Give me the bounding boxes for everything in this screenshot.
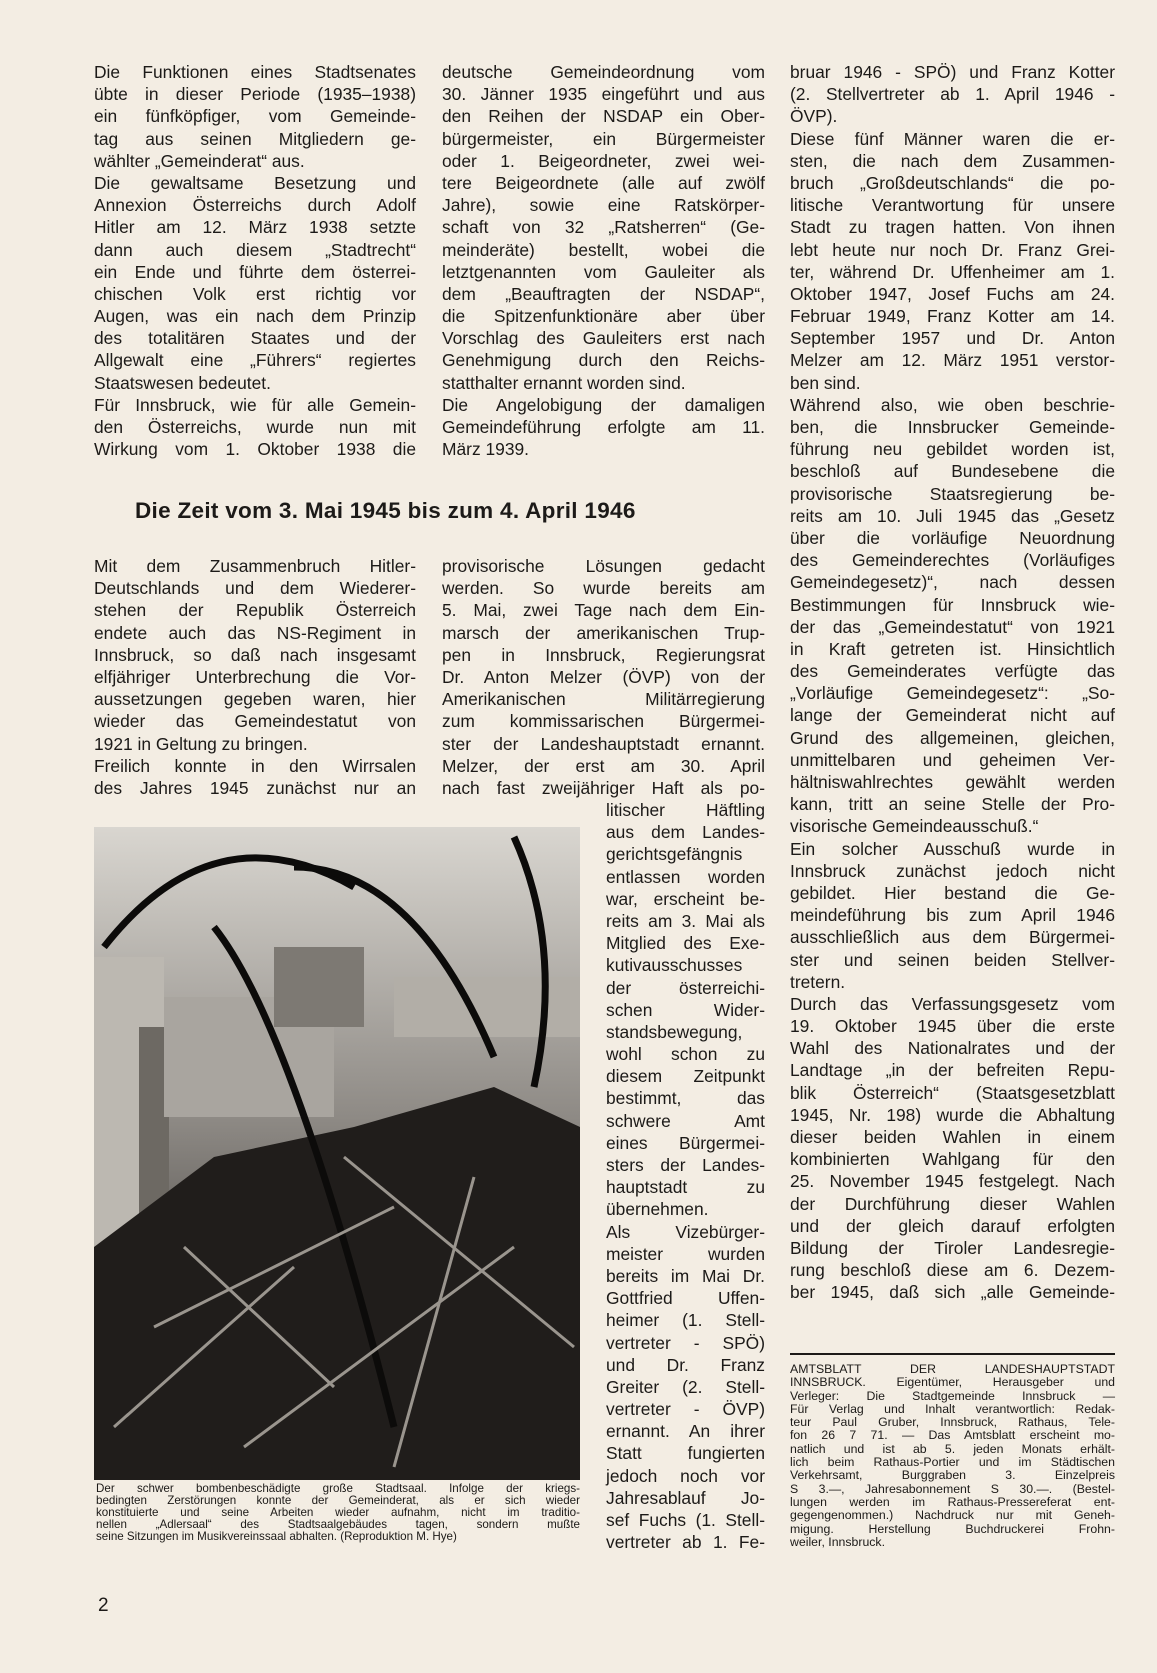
text-line: ein Ende und führte dem österrei- — [94, 261, 416, 282]
text-line: Als Vizebürger- — [606, 1221, 765, 1242]
text-line: lungen werden im Rathaus-Pressereferat ent- — [790, 1494, 1115, 1509]
text-line: Staatswesen bedeutet. — [94, 372, 271, 393]
column-1-top-text — [94, 61, 416, 460]
text-line: 1945, Nr. 198) wurde die Abhaltung — [790, 1104, 1115, 1125]
text-line: aus dem Landes- — [606, 822, 765, 843]
text-line: bereits im Mai Dr. — [606, 1265, 765, 1286]
text-line: hauptstadt zu — [606, 1177, 765, 1198]
text-line: meindeführung bis zum April 1946 — [790, 905, 1115, 926]
text-line: ein fünfköpfiger, vom Gemeinde- — [94, 106, 416, 127]
text-line: weiler, Innsbruck. — [790, 1534, 886, 1549]
text-line: kutivausschusses — [606, 955, 743, 976]
text-line: die Spitzenfunktionäre aber über — [442, 306, 765, 327]
text-line: nellen „Adlersaal“ des Stadtsaalgebäudes tagen, sondern mußte — [96, 1518, 580, 1532]
text-line: lich beim Rathaus-Portier und im Städtischen — [790, 1455, 1115, 1470]
text-line: Greiter (2. Stell- — [606, 1376, 765, 1397]
text-line: Melzer, der erst am 30. April — [442, 755, 765, 776]
text-line: gerichtsgefängnis — [606, 844, 743, 865]
text-line: der Durchführung dieser Wahlen — [790, 1193, 1115, 1214]
text-line: unmittelbaren und geheimen Ver- — [790, 749, 1115, 770]
text-line: und der gleich darauf erfolgten — [790, 1215, 1115, 1236]
text-line: litische Verantwortung für unsere — [790, 195, 1115, 216]
text-line: wählter „Gemeinderat“ aus. — [94, 150, 305, 171]
text-line: Dr. Anton Melzer (ÖVP) von der — [442, 666, 765, 687]
text-line: Genehmigung durch den Reichs- — [442, 350, 765, 371]
paragraph — [96, 1483, 580, 1543]
text-line: 1921 in Geltung zu bringen. — [94, 733, 308, 754]
text-line: ben, die Innsbrucker Gemeinde- — [790, 417, 1115, 437]
text-line: 25. November 1945 festgelegt. Nach — [790, 1171, 1115, 1192]
photo-illustration — [94, 827, 580, 1480]
text-line: visorische Gemeindeausschuß.“ — [790, 816, 1039, 837]
text-line: rung beschloß diese am 6. Dezem- — [790, 1260, 1115, 1281]
text-line: ben sind. — [790, 372, 861, 393]
text-line: Hitler am 12. März 1938 setzte — [94, 217, 416, 238]
text-line: Vorschlag des Gauleiters erst nach — [442, 328, 765, 349]
text-line: Gottfried Uffen- — [606, 1288, 765, 1309]
paragraph — [442, 555, 765, 799]
text-line: beschloß auf Bundesebene die — [790, 461, 1115, 482]
text-line: Diese fünf Männer waren die er- — [790, 128, 1115, 149]
text-line: bestimmt, das — [606, 1088, 765, 1109]
text-line: kann, tritt an seine Stelle der Pro- — [790, 794, 1115, 815]
text-line: Der schwer bombenbeschädigte große Stadtsaal. Infolge der kriegs- — [96, 1482, 580, 1495]
text-line: ausschließlich aus dem Bürgermei- — [790, 927, 1115, 948]
text-line: Statt fungierten — [606, 1443, 765, 1464]
column-2-narrow-text — [606, 799, 765, 1553]
text-line: 30. Jänner 1935 eingeführt und aus — [442, 84, 765, 105]
paragraph — [790, 128, 1115, 394]
text-line: den Reihen der NSDAP ein Ober- — [442, 106, 765, 127]
text-line: in Kraft getreten ist. Hinsichtlich — [790, 638, 1115, 659]
text-line: ter, während Dr. Uffenheimer am 1. — [790, 261, 1115, 282]
text-line: schen Wider- — [606, 999, 765, 1020]
text-line: kombinierten Wahlgang für den — [790, 1149, 1115, 1170]
text-line: meinderäte) bestellt, wobei die — [442, 239, 765, 260]
text-line: Landtage „in der befreiten Repu- — [790, 1060, 1115, 1081]
text-line: Innsbruck, so daß nach insgesamt — [94, 644, 416, 665]
imprint-text — [790, 1363, 1115, 1549]
text-line: Februar 1949, Franz Kotter am 14. — [790, 306, 1115, 327]
text-line: übernehmen. — [606, 1199, 709, 1220]
paragraph — [94, 172, 416, 394]
text-line: marsch der amerikanischen Trup- — [442, 622, 765, 643]
text-line: deutsche Gemeindeordnung vom — [442, 62, 765, 82]
text-line: wieder das Gemeindestatut von — [94, 711, 416, 732]
text-line: elfjähriger Unterbrechung die Vor- — [94, 666, 416, 687]
text-line: eines Bürgermei- — [606, 1132, 765, 1153]
text-line: den Österreichs, wurde nun mit — [94, 417, 416, 437]
text-line: provisorische Lösungen gedacht — [442, 556, 765, 576]
text-line: endete auch das NS-Regiment in — [94, 622, 416, 643]
text-line: seine Sitzungen im Musikvereinssaal abhalten. (Reproduktion M. Hye) — [96, 1530, 457, 1544]
text-line: ber 1945, daß sich „alle Gemeinde- — [790, 1282, 1115, 1303]
text-line: Stadt zu tragen hatten. Von ihnen — [790, 217, 1115, 238]
text-line: Für Innsbruck, wie für alle Gemein- — [94, 394, 416, 415]
text-line: diesem Zeitpunkt — [606, 1066, 765, 1087]
text-line: sten, die nach dem Zusammen- — [790, 150, 1115, 171]
text-line: Verkehrsamt, Burggraben 3. Einzelpreis — [790, 1468, 1115, 1483]
text-line: sef Fuchs (1. Stell- — [606, 1510, 765, 1530]
text-line: gegengenommen.) Nachdruck nur mit Geneh- — [790, 1508, 1115, 1523]
text-line: Gemeindeführung erfolgte am 11. — [442, 417, 765, 437]
text-line: Amerikanischen Militärregierung — [442, 689, 765, 710]
text-line: Innsbruck zunächst jedoch nicht — [790, 860, 1115, 881]
text-line: dieser beiden Wahlen in einem — [790, 1127, 1115, 1147]
text-line: Melzer am 12. März 1951 verstor- — [790, 350, 1115, 371]
text-line: chischen Volk erst richtig vor — [94, 283, 416, 304]
text-line: Grund des allgemeinen, gleichen, — [790, 727, 1115, 748]
text-line: pen in Innsbruck, Regierungsrat — [442, 644, 765, 665]
text-line: heimer (1. Stell- — [606, 1310, 765, 1331]
text-line: INNSBRUCK. Eigentümer, Herausgeber und — [790, 1375, 1115, 1390]
text-line: September 1957 und Dr. Anton — [790, 328, 1115, 349]
paragraph — [94, 555, 416, 755]
text-line: werden. So wurde bereits am — [442, 578, 765, 599]
text-line: des totalitären Staates und der — [94, 328, 416, 349]
text-line: Für Verlag und Inhalt verantwortlich: Redak- — [790, 1401, 1115, 1416]
text-line: tretern. — [790, 971, 846, 992]
text-line: (2. Stellvertreter ab 1. April 1946 - — [790, 84, 1115, 105]
text-line: Bestimmungen für Innsbruck wie- — [790, 594, 1115, 615]
text-line: Ein solcher Ausschuß wurde in — [790, 838, 1115, 859]
text-line: S 3.—, Jahresabonnement S 30.—. (Bestel- — [790, 1481, 1115, 1496]
text-line: 5. Mai, zwei Tage nach dem Ein- — [442, 600, 765, 621]
paragraph — [606, 1221, 765, 1554]
text-line: vertreter - ÖVP) — [606, 1399, 765, 1420]
text-line: blik Österreich“ (Staatsgesetzblatt — [790, 1082, 1115, 1103]
text-line: Die Angelobigung der damaligen — [442, 394, 765, 415]
text-line: bruch „Großdeutschlands“ die po- — [790, 172, 1115, 193]
text-line: provisorische Staatsregierung be- — [790, 483, 1115, 504]
text-line: des Gemeinderechtes (Vorläufiges — [790, 550, 1115, 571]
text-line: Mit dem Zusammenbruch Hitler- — [94, 556, 416, 576]
text-line: Deutschlands und dem Wiederer- — [94, 578, 416, 599]
text-line: dem „Beauftragten der NSDAP“, — [442, 283, 765, 304]
text-line: der das „Gemeindestatut“ von 1921 — [790, 616, 1115, 637]
text-line: tere Beigeordnete (alle auf zwölf — [442, 172, 765, 193]
text-line: ster der Landeshauptstadt ernannt. — [442, 733, 765, 754]
text-line: reits am 10. Juli 1945 das „Gesetz — [790, 505, 1115, 526]
column-2-lower-text — [442, 555, 765, 799]
text-line: Wirkung vom 1. Oktober 1938 die — [94, 439, 416, 460]
paragraph — [790, 1363, 1115, 1549]
text-line: zum kommissarischen Bürgermei- — [442, 711, 765, 732]
paragraph — [442, 61, 765, 394]
text-line: wohl schon zu — [606, 1044, 765, 1065]
text-line: reits am 3. Mai als — [606, 910, 765, 931]
text-line: ster und seinen beiden Stellver- — [790, 949, 1115, 970]
text-line: war, erscheint be- — [606, 888, 765, 909]
text-line: 19. Oktober 1945 über die erste — [790, 1016, 1115, 1037]
column-2-top-text — [442, 61, 765, 460]
paragraph — [94, 61, 416, 172]
text-line: statthalter ernannt worden sind. — [442, 372, 686, 393]
text-line: schaft von 32 „Ratsherren“ (Ge- — [442, 217, 765, 238]
text-line: bürgermeister, ein Bürgermeister — [442, 128, 765, 149]
text-line: Oktober 1947, Josef Fuchs am 24. — [790, 283, 1115, 304]
text-line: fon 26 7 71. — Das Amtsblatt erscheint mo- — [790, 1428, 1115, 1443]
text-line: stehen der Republik Österreich — [94, 600, 416, 621]
text-line: jedoch noch vor — [606, 1465, 765, 1486]
text-line: Freilich konnte in den Wirrsalen — [94, 755, 416, 776]
imprint-divider — [790, 1353, 1115, 1355]
text-line: lebt heute nur noch Dr. Franz Grei- — [790, 239, 1115, 260]
text-line: vertreter - SPÖ) — [606, 1332, 765, 1353]
text-line: Verleger: Die Stadtgemeinde Innsbruck — — [790, 1388, 1115, 1403]
text-line: migung. Herstellung Buchdruckerei Frohn- — [790, 1521, 1115, 1536]
text-line: des Gemeinderates verfügte das — [790, 661, 1115, 682]
paragraph — [790, 838, 1115, 993]
text-line: Während also, wie oben beschrie- — [790, 394, 1115, 415]
text-line: teur Paul Gruber, Innsbruck, Rathaus, Tele- — [790, 1415, 1115, 1430]
text-line: führung neu gebildet worden ist, — [790, 439, 1115, 460]
text-line: ernannt. An ihrer — [606, 1421, 765, 1442]
text-line: über die vorläufige Neuordnung — [790, 527, 1115, 548]
paragraph — [442, 394, 765, 461]
text-line: Jahresablauf Jo- — [606, 1487, 765, 1508]
text-line: nach fast zweijähriger Haft als po- — [442, 777, 765, 798]
text-line: bruar 1946 - SPÖ) und Franz Kotter — [790, 62, 1115, 82]
text-line: meister wurden — [606, 1243, 765, 1264]
text-line: sters der Landes- — [606, 1155, 765, 1175]
text-line: Durch das Verfassungsgesetz vom — [790, 993, 1115, 1014]
text-line: vertreter ab 1. Fe- — [606, 1532, 765, 1553]
text-line: dann auch diesem „Stadtrecht“ — [94, 239, 416, 260]
paragraph — [790, 993, 1115, 1304]
page-number: 2 — [98, 1595, 109, 1616]
text-line: Allgewalt eine „Führers“ regiertes — [94, 350, 416, 371]
text-line: oder 1. Beigeordneter, zwei wei- — [442, 150, 765, 171]
text-line: bedingten Zerstörungen konnte der Gemeinderat, als er sich wieder — [96, 1494, 580, 1508]
text-line: ÖVP). — [790, 106, 838, 127]
text-line: litischer Häftling — [606, 800, 765, 820]
paragraph — [606, 799, 765, 1221]
text-line: tag aus seinen Mitgliedern ge- — [94, 128, 416, 149]
text-line: konstituierte und seine Arbeiten wieder aufnahm, nicht im traditio- — [96, 1506, 580, 1520]
text-line: Annexion Österreichs durch Adolf — [94, 195, 416, 216]
text-line: lange der Gemeinderat nicht auf — [790, 705, 1115, 726]
text-line: Jahre), sowie eine Ratskörper- — [442, 195, 765, 216]
column-1-lower-text — [94, 555, 416, 799]
bomb-damaged-stadtsaal-photo — [94, 827, 580, 1480]
text-line: natlich und ist ab 5. jeden Monats erhält- — [790, 1441, 1115, 1456]
text-line: letztgenannten vom Gauleiter als — [442, 261, 765, 282]
paragraph — [94, 394, 416, 461]
text-line: Augen, was ein nach dem Prinzip — [94, 306, 416, 327]
text-line: Die gewaltsame Besetzung und — [94, 172, 416, 193]
text-line: Gemeindegesetz)“, nach dessen — [790, 572, 1115, 593]
text-line: Bildung der Tiroler Landesregie- — [790, 1237, 1115, 1258]
text-line: Wahl des Nationalrates und der — [790, 1038, 1115, 1059]
column-3-text — [790, 61, 1115, 1304]
text-line: und Dr. Franz — [606, 1354, 765, 1375]
photo-caption — [96, 1483, 580, 1543]
text-line: Mitglied des Exe- — [606, 933, 765, 954]
text-line: gebildet. Hier bestand die Ge- — [790, 882, 1115, 903]
paragraph — [94, 755, 416, 799]
paragraph — [790, 394, 1115, 838]
text-line: hältniswahlrechtes gewählt werden — [790, 772, 1115, 792]
text-line: standsbewegung, — [606, 1021, 743, 1042]
section-heading: Die Zeit vom 3. Mai 1945 bis zum 4. April 1946 — [135, 498, 636, 523]
paragraph — [790, 61, 1115, 128]
text-line: „Vorläufige Gemeindegesetz“: „So- — [790, 683, 1115, 704]
text-line: schwere Amt — [606, 1110, 765, 1131]
text-line: entlassen worden — [606, 866, 765, 887]
text-line: AMTSBLATT DER LANDESHAUPTSTADT — [790, 1362, 1115, 1376]
text-line: des Jahres 1945 zunächst nur an — [94, 777, 416, 798]
text-line: Die Funktionen eines Stadtsenates — [94, 62, 416, 82]
text-line: übte in dieser Periode (1935–1938) — [94, 84, 416, 105]
text-line: März 1939. — [442, 439, 529, 460]
text-line: aussetzungen gegeben waren, hier — [94, 689, 416, 710]
text-line: der österreichi- — [606, 977, 765, 998]
